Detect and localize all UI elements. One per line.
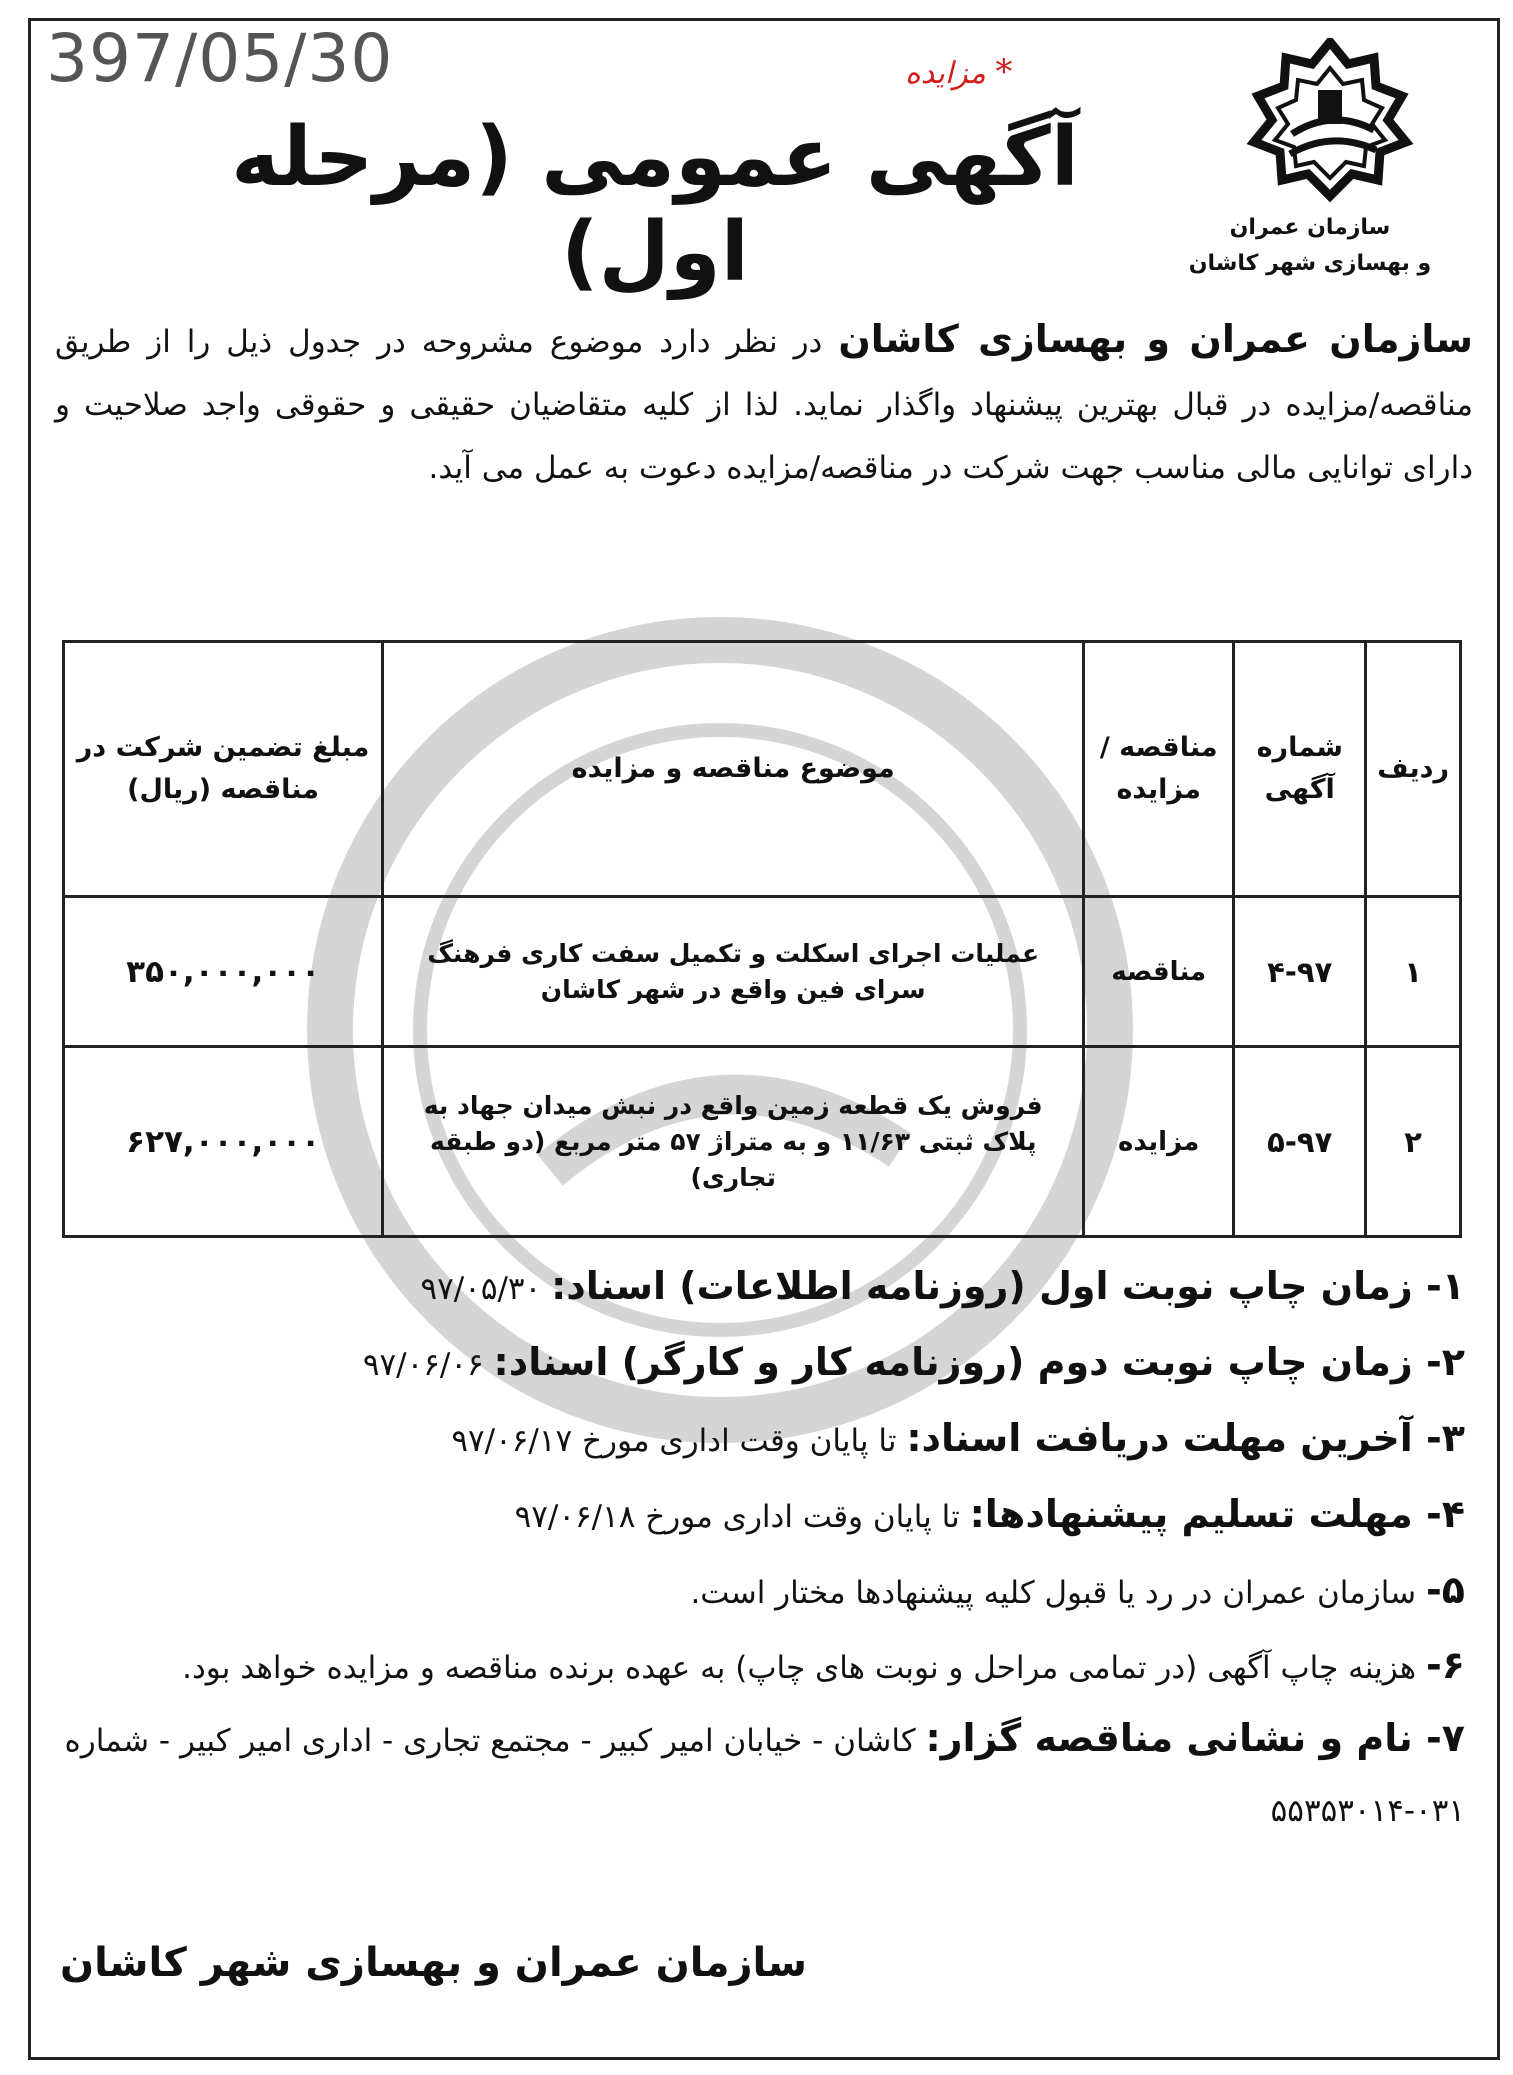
list-item (55, 1703, 1465, 1846)
archive-date-stamp: 397/05/30 (46, 20, 394, 97)
item-label: ۶- (1426, 1643, 1465, 1687)
table-row (64, 897, 1461, 1047)
header-type: مناقصه / مزایده (1084, 642, 1234, 897)
list-item (55, 1250, 1465, 1326)
header-row-number: ردیف (1366, 642, 1461, 897)
ad-number-cell: ۵-۹۷ (1234, 1047, 1366, 1237)
guarantee-amount-cell: ۳۵۰,۰۰۰,۰۰۰ (64, 897, 383, 1047)
item-label: ۷- نام و نشانی مناقصه گزار: (925, 1716, 1465, 1760)
list-item (55, 1326, 1465, 1402)
item-value: سازمان عمران در رد یا قبول کلیه پیشنهادها مختار است. (690, 1575, 1417, 1611)
subject-cell: عملیات اجرای اسکلت و تکمیل سفت کاری فرهنگ سرای فین واقع در شهر کاشان (383, 897, 1084, 1047)
conditions-list (55, 1250, 1465, 1846)
item-label: ۴- مهلت تسلیم پیشنهادها: (969, 1492, 1465, 1536)
item-label: ۲- زمان چاپ نوبت دوم (روزنامه کار و کارگر) اسناد: (493, 1340, 1465, 1384)
item-value: ۹۷/۰۶/۰۶ (362, 1347, 484, 1383)
handwritten-note-text: مزایده (905, 56, 986, 91)
intro-organization-name: سازمان عمران و بهسازی کاشان (838, 317, 1474, 361)
tenders-table (62, 640, 1462, 1238)
table-header-row (64, 642, 1461, 897)
list-item (55, 1402, 1465, 1478)
row-number-cell: ۲ (1366, 1047, 1461, 1237)
item-value: کاشان - خیابان امیر کبیر - مجتمع تجاری - اداری امیر کبیر - شماره ۰۳۱-۵۵۳۵۳۰۱۴ (64, 1723, 1465, 1829)
organization-logo-caption (1180, 210, 1440, 282)
row-number-cell: ۱ (1366, 897, 1461, 1047)
advertisement-title: آگهی عمومی (مرحله اول) (231, 110, 1079, 300)
header-ad-number: شماره آگهی (1234, 642, 1366, 897)
item-value: تا پایان وقت اداری مورخ ۹۷/۰۶/۱۸ (514, 1499, 960, 1535)
logo-caption-line1: سازمان عمران (1229, 215, 1391, 240)
subject-cell: فروش یک قطعه زمین واقع در نبش میدان جهاد به پلاک ثبتی ۱۱/۶۳ و به متراژ ۵۷ متر مربع (دو طبقه تجاری) (383, 1047, 1084, 1237)
item-value: تا پایان وقت اداری مورخ ۹۷/۰۶/۱۷ (451, 1423, 897, 1459)
intro-paragraph (55, 308, 1473, 500)
header-subject: موضوع مناقصه و مزایده (383, 642, 1084, 897)
handwritten-star-icon: * (995, 52, 1013, 92)
type-cell: مزایده (1084, 1047, 1234, 1237)
item-label: ۳- آخرین مهلت دریافت اسناد: (906, 1416, 1465, 1460)
item-value: ۹۷/۰۵/۳۰ (420, 1271, 542, 1307)
signature-organization: سازمان عمران و بهسازی شهر کاشان (60, 1940, 807, 1986)
header-guarantee-amount: مبلغ تضمین شرکت در مناقصه (ریال) (64, 642, 383, 897)
guarantee-amount-cell: ۶۲۷,۰۰۰,۰۰۰ (64, 1047, 383, 1237)
type-cell: مناقصه (1084, 897, 1234, 1047)
list-item (55, 1630, 1465, 1703)
item-value: هزینه چاپ آگهی (در تمامی مراحل و نوبت های چاپ) به عهده برنده مناقصه و مزایده خواهد بود. (182, 1650, 1417, 1686)
list-item (55, 1554, 1465, 1630)
handwritten-note (905, 52, 1012, 92)
table-row (64, 1047, 1461, 1237)
list-item (55, 1478, 1465, 1554)
logo-caption-line2: و بهسازی شهر کاشان (1188, 251, 1432, 276)
intro-text: در نظر دارد موضوع مشروحه در جدول ذیل را از طریق مناقصه/مزایده در قبال بهترین پیشنهاد واگذار نماید. لذا از کلیه متقاضیان حقیقی و حقوقی واجد صلاحیت و دارای توانایی مالی مناسب جهت شرکت در مناقصه/مزایده دعوت به عمل می آید. (55, 324, 1473, 486)
organization-logo-icon (1240, 38, 1420, 203)
item-label: ۱- زمان چاپ نوبت اول (روزنامه اطلاعات) اسناد: (551, 1264, 1465, 1308)
ad-number-cell: ۴-۹۷ (1234, 897, 1366, 1047)
item-label: ۵- (1426, 1568, 1465, 1612)
